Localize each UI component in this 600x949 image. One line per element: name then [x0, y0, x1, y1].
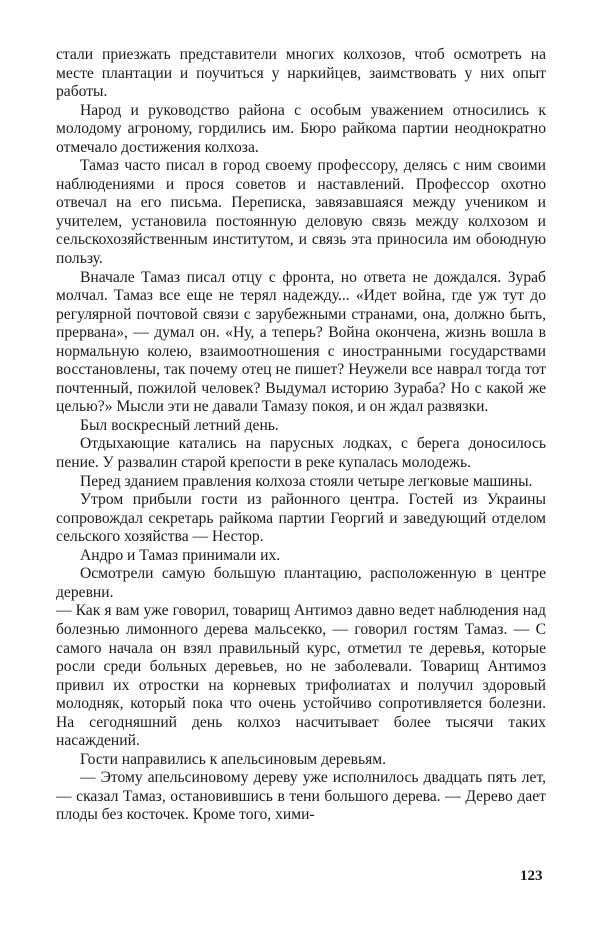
- paragraph: Перед зданием правления колхоза стояли четыре легковые машины.: [80, 472, 533, 490]
- paragraph: Гости направились к апельсиновым деревьям.: [80, 750, 387, 768]
- page-number: 123: [520, 868, 543, 884]
- paragraph: Был воскресный летний день.: [80, 416, 279, 434]
- paragraph: — Этому апельсиновому дереву уже исполнилось двадцать пять лет, — сказал Тамаз, остановившись в тени большого дерева. — Дерево дает плоды без косточек. Кроме того, хими-: [56, 769, 546, 824]
- paragraph: — Как я вам уже говорил, товарищ Антимоз давно ведет наблюдения над болезнью лимонного дерева мальсекко, — говорил гостям Тамаз. — С самого начала он взял правильный курс, отметил те деревья, которые росли среди больных деревьев, но не заболевали. Товарищ Антимоз привил их отростки на корневых трифолиатах и получил здоровый молодняк, который пока что очень устойчиво сопротивляется болезни. На сегодняшний день колхоз насчитывает более тысячи таких насаждений.: [56, 602, 546, 750]
- paragraph: Отдыхающие катались на парусных лодках, с берега доносилось пение. У развалин старой крепости в реке купалась молодежь.: [56, 435, 546, 472]
- paragraph: Вначале Тамаз писал отцу с фронта, но ответа не дождался. Зураб молчал. Тамаз все еще не терял надежду... «Идет война, где уж тут до регулярной почтовой связи с зарубежными странами, она, должно быть, прервана», — думал он. «Ну, а теперь? Война окончена, жизнь вошла в нормальную колею, взаимоотношения с иностранными государствами восстановлены, так почему отец не пишет? Неужели все наврал тогда тот почтенный, пожилой человек? Выдумал историю Зураба? Но с какой же целью?» Мысли эти не давали Тамазу покоя, и он ждал развязки.: [56, 268, 546, 416]
- paragraph: Тамаз часто писал в город своему профессору, делясь с ним своими наблюдениями и прося советов и наставлений. Профессор охотно отвечал на его письма. Переписка, завязавшаяся между учеником и учителем, установила постоянную деловую связь между колхозом и сельскохозяйственным институтом, и связь эта приносила им обоюдную пользу.: [56, 157, 546, 268]
- paragraph: Утром прибыли гости из районного центра. Гостей из Украины сопровождал секретарь райкома партии Георгий и заведующий отделом сельского хозяйства — Нестор.: [56, 491, 546, 546]
- paragraph: стали приезжать представители многих колхозов, чтоб осмотреть на месте плантации и поучиться у наркийцев, заимствовать у них опыт работы.: [56, 46, 546, 101]
- paragraph: Осмотрели самую большую плантацию, расположенную в центре деревни.: [56, 565, 546, 601]
- book-page-text: [56, 46, 546, 825]
- paragraph: Народ и руководство района с особым уважением относились к молодому агроному, гордились им. Бюро райкома партии неоднократно отмечало достижения колхоза.: [56, 101, 546, 156]
- paragraph: Андро и Тамаз принимали их.: [80, 546, 281, 564]
